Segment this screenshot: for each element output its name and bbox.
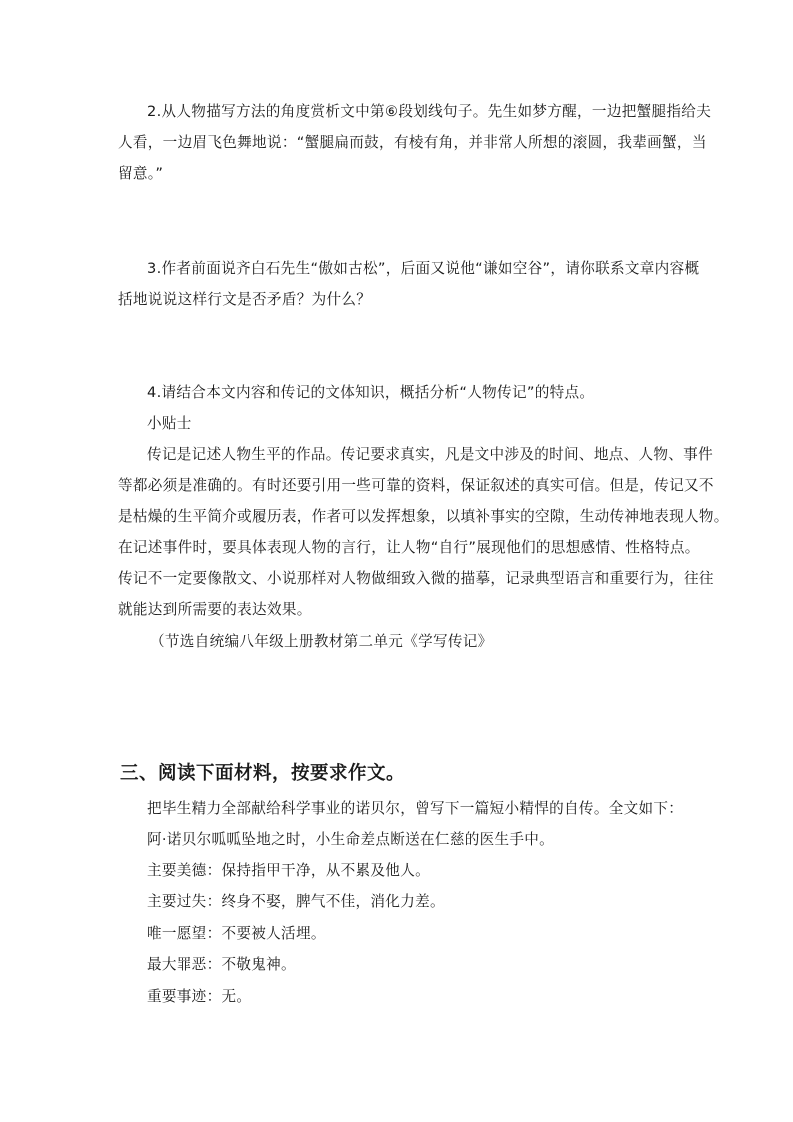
section-3-intro: 把毕生精力全部献给科学事业的诺贝尔，曾写下一篇短小精悍的自传。全文如下： xyxy=(147,800,684,817)
question-2-line-1: 2.从人物描写方法的角度赏析文中第⑥段划线句子。先生如梦方醒，一边把蟹腿指给夫 xyxy=(147,103,712,120)
question-4-line-1: 4.请结合本文内容和传记的文体知识，概括分析“人物传记”的特点。 xyxy=(147,384,595,401)
question-2-line-2: 人看，一边眉飞色舞地说：“蟹腿扁而鼓，有棱有角，并非常人所想的滚圆，我辈画蟹，当 xyxy=(118,134,707,151)
section-3-item: 唯一愿望：不要被人活埋。 xyxy=(147,925,326,942)
section-3-item: 阿·诺贝尔呱呱坠地之时，小生命差点断送在仁慈的医生手中。 xyxy=(147,831,555,848)
tip-source: （节选自统编八年级上册教材第二单元《学写传记》 xyxy=(150,633,493,650)
question-2-line-3: 留意。” xyxy=(118,165,164,182)
section-3-item: 主要美德：保持指甲干净，从不累及他人。 xyxy=(147,862,430,879)
section-3-item: 主要过失：终身不娶，脾气不佳，消化力差。 xyxy=(147,893,445,910)
question-3-line-1: 3.作者前面说齐白石先生“傲如古松”，后面又说他“谦如空谷”，请你联系文章内容概 xyxy=(147,260,700,277)
section-3-item: 重要事迹：无。 xyxy=(147,988,252,1005)
tip-line-1: 传记是记述人物生平的作品。传记要求真实，凡是文中涉及的时间、地点、人物、事件 xyxy=(147,446,713,463)
tip-line-3: 是枯燥的生平简介或履历表，作者可以发挥想象，以填补事实的空隙，生动传神地表现人物。 xyxy=(118,508,729,525)
question-3-line-2: 括地说说这样行文是否矛盾？为什么？ xyxy=(118,291,372,308)
section-3-item: 最大罪恶：不敬鬼神。 xyxy=(147,956,296,973)
section-3-heading: 三、阅读下面材料，按要求作文。 xyxy=(120,763,406,784)
tip-line-2: 等都必须是准确的。有时还要引用一些可靠的资料，保证叙述的真实可信。但是，传记又不 xyxy=(118,477,714,494)
tip-line-6: 就能达到所需要的表达效果。 xyxy=(118,601,312,618)
tip-line-4: 在记述事件时，要具体表现人物的言行，让人物“自行”展现他们的思想感情、性格特点。 xyxy=(118,539,700,556)
tip-title: 小贴士 xyxy=(147,415,192,432)
tip-line-5: 传记不一定要像散文、小说那样对人物做细致入微的描摹，记录典型语言和重要行为，往往 xyxy=(118,570,714,587)
